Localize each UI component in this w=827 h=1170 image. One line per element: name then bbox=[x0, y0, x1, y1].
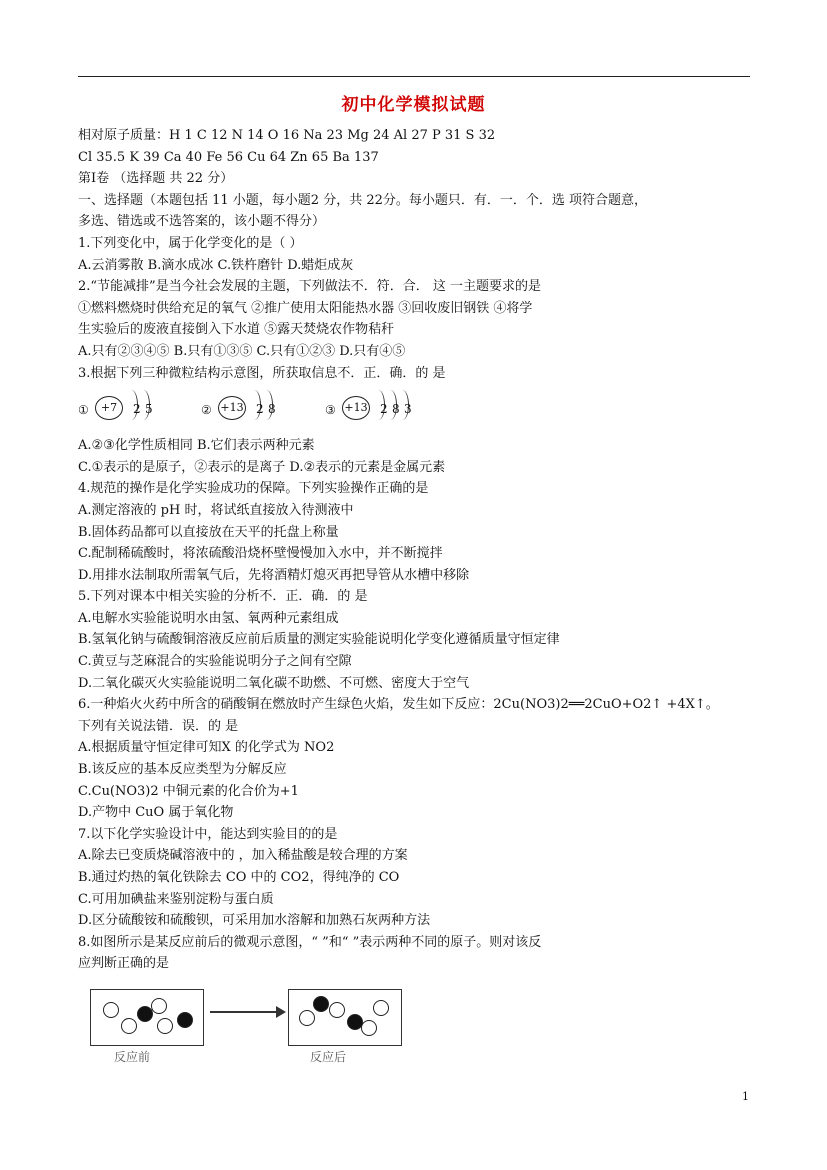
text-line: A.电解水实验能说明水由氢、氧两种元素组成 bbox=[78, 610, 339, 626]
text-line: A.根据质量守恒定律可知X 的化学式为 NO2 bbox=[78, 740, 335, 756]
text-line: A.②③化学性质相同 B.它们表示两种元素 bbox=[78, 438, 315, 454]
white-atom bbox=[373, 1000, 389, 1016]
text-line: D.二氧化碳灭火实验能说明二氧化碳不助燃、不可燃、密度大于空气 bbox=[78, 675, 470, 691]
text-line: C.配制稀硫酸时，将浓硫酸沿烧杯壁慢慢加入水中，并不断搅拌 bbox=[78, 546, 443, 562]
text-line: A.云消雾散 B.滴水成冰 C.铁杵磨针 D.蜡炬成灰 bbox=[78, 257, 354, 273]
atom-label: ③ bbox=[325, 403, 336, 418]
text-line: 相对原子质量：H 1 C 12 N 14 O 16 Na 23 Mg 24 Al 27 P 31 S 32 bbox=[78, 128, 496, 143]
text-line: D.区分硫酸铵和硫酸钡，可采用加水溶解和加熟石灰两种方法 bbox=[78, 913, 431, 929]
header-rule bbox=[78, 76, 750, 77]
atom-label: ② bbox=[201, 403, 212, 418]
atom-label: ① bbox=[78, 403, 89, 418]
before-box bbox=[90, 989, 204, 1046]
electron-count: 8 bbox=[392, 402, 400, 417]
electron-count: 8 bbox=[268, 402, 276, 417]
white-atom bbox=[121, 1018, 137, 1034]
electron-count: 5 bbox=[145, 402, 153, 417]
page-number: 1 bbox=[742, 1090, 749, 1103]
text-line: 4.规范的操作是化学实验成功的保障。下列实验操作正确的是 bbox=[78, 481, 429, 497]
black-atom bbox=[177, 1012, 193, 1028]
before-caption: 反应前 bbox=[114, 1049, 151, 1064]
electron-count: 2 bbox=[256, 402, 264, 417]
text-line: 应判断正确的是 bbox=[78, 956, 170, 972]
text-line: ①燃料燃烧时供给充足的氧气 ②推广使用太阳能热水器 ③回收废旧钢铁 ④将学 bbox=[78, 300, 533, 316]
text-line: 3.根据下列三种微粒结构示意图，所获取信息不．正．确．的 是 bbox=[78, 365, 446, 381]
text-line: 生实验后的废液直接倒入下水道 ⑤露天焚烧农作物秸秆 bbox=[78, 322, 395, 338]
atom-structure-diagrams bbox=[78, 388, 758, 432]
text-line: 第Ⅰ卷 （选择题 共 22 分） bbox=[78, 171, 234, 187]
text-line: Cl 35.5 K 39 Ca 40 Fe 56 Cu 64 Zn 65 Ba 137 bbox=[78, 149, 379, 165]
white-atom bbox=[151, 998, 167, 1014]
text-block-b bbox=[78, 435, 758, 975]
document-body bbox=[78, 125, 758, 1064]
after-caption: 反应后 bbox=[310, 1049, 347, 1064]
page-title: 初中化学模拟试题 bbox=[341, 95, 486, 115]
text-line: B.氢氧化钠与硫酸铜溶液反应前后质量的测定实验能说明化学变化遵循质量守恒定律 bbox=[78, 632, 560, 648]
text-line: C.可用加碘盐来鉴别淀粉与蛋白质 bbox=[78, 891, 274, 907]
text-line: C.Cu(NO3)2 中铜元素的化合价为+1 bbox=[78, 783, 299, 799]
text-line: A.只有②③④⑤ B.只有①③⑤ C.只有①②③ D.只有④⑤ bbox=[78, 343, 406, 359]
text-line: B.固体药品都可以直接放在天平的托盘上称量 bbox=[78, 524, 339, 540]
text-block-a bbox=[78, 125, 758, 384]
text-line: 8.如图所示是某反应前后的微观示意图，“ ”和“ ”表示两种不同的原子。则对该反 bbox=[78, 934, 542, 950]
black-atom bbox=[313, 996, 329, 1012]
text-line: A.除去已变质烧碱溶液中的 ，加入稀盐酸是较合理的方案 bbox=[78, 848, 408, 864]
reaction-diagram bbox=[78, 981, 758, 1064]
text-line: A.测定溶液的 pH 时，将试纸直接放入待测液中 bbox=[78, 502, 354, 518]
text-line: D.产物中 CuO 属于氧化物 bbox=[78, 805, 234, 821]
electron-count: 2 bbox=[133, 402, 141, 417]
arrow-head-icon bbox=[276, 1006, 286, 1018]
text-line: B.该反应的基本反应类型为分解反应 bbox=[78, 762, 287, 778]
white-atom bbox=[329, 1002, 345, 1018]
nucleus: +7 bbox=[95, 396, 123, 420]
white-atom bbox=[103, 1002, 119, 1018]
reaction-arrow bbox=[210, 1011, 280, 1013]
text-line: B.通过灼热的氧化铁除去 CO 中的 CO2，得纯净的 CO bbox=[78, 870, 400, 885]
electron-count: 3 bbox=[404, 402, 412, 417]
after-box bbox=[288, 989, 402, 1046]
white-atom bbox=[157, 1018, 173, 1034]
nucleus: +13 bbox=[342, 396, 370, 420]
text-line: C.①表示的是原子，②表示的是离子 D.②表示的元素是金属元素 bbox=[78, 459, 446, 475]
white-atom bbox=[299, 1010, 315, 1026]
text-line: 2.“节能减排”是当今社会发展的主题，下列做法不．符．合． 这 一主题要求的是 bbox=[78, 279, 541, 295]
text-line: D.用排水法制取所需氧气后，先将酒精灯熄灭再把导管从水槽中移除 bbox=[78, 567, 470, 583]
white-atom bbox=[361, 1020, 377, 1036]
text-line: 下列有关说法错．误．的 是 bbox=[78, 718, 239, 734]
text-line: 多选、错选或不选答案的，该小题不得分） bbox=[78, 214, 326, 230]
text-line: 一、选择题（本题包括 11 小题，每小题2 分，共 22分。每小题只．有．一．个．选 项符合题意， bbox=[78, 192, 648, 208]
text-line: 7.以下化学实验设计中，能达到实验目的的是 bbox=[78, 826, 338, 842]
text-line: C.黄豆与芝麻混合的实验能说明分子之间有空隙 bbox=[78, 654, 352, 670]
text-line: 6.一种焰火火药中所含的硝酸铜在燃放时产生绿色火焰，发生如下反应：2Cu(NO3)2══2CuO+O2↑ +4X↑。 bbox=[78, 697, 719, 713]
nucleus: +13 bbox=[218, 396, 246, 420]
electron-count: 2 bbox=[380, 402, 388, 417]
text-line: 5.下列对课本中相关实验的分析不．正．确．的 是 bbox=[78, 589, 368, 605]
text-line: 1.下列变化中，属于化学变化的是（ ） bbox=[78, 235, 303, 251]
